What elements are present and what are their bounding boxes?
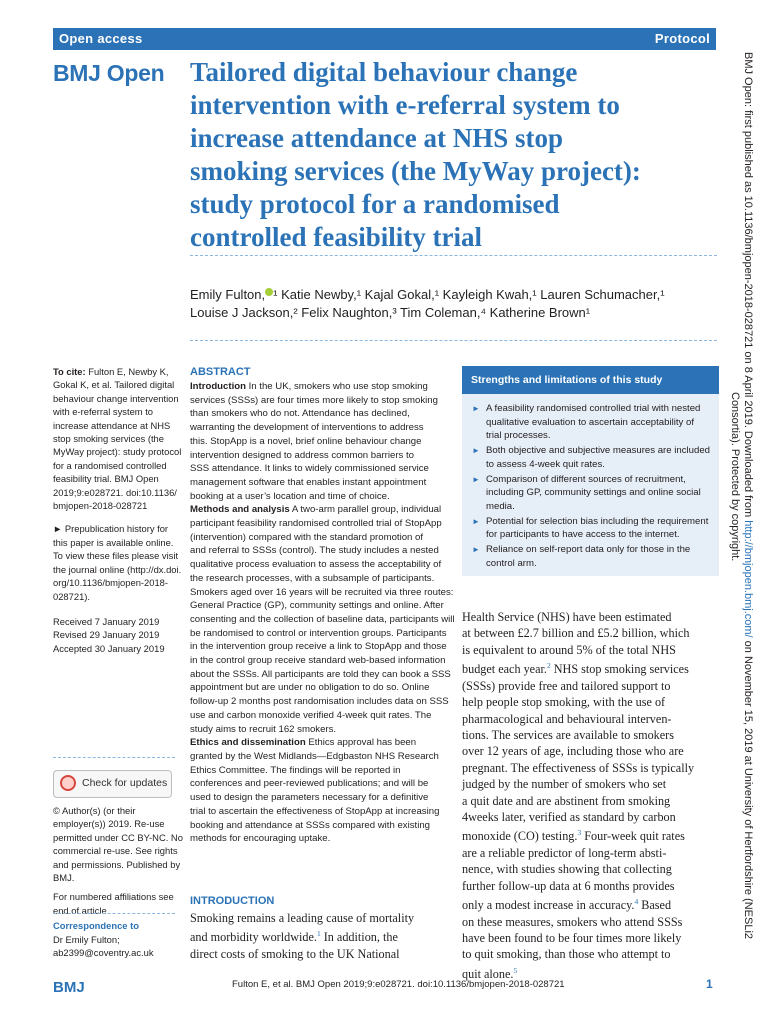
list-item: ► Reliance on self-report data only for those in the control arm. <box>472 544 691 569</box>
cite-line: feasibility trial. BMJ Open <box>53 473 159 485</box>
cite-line: 2019;9:e028721. doi:10.1136/ <box>53 486 177 498</box>
footer-logo: BMJ <box>53 979 85 996</box>
affiliations-note: end of article. <box>53 904 110 916</box>
correspondence-email[interactable]: ab2399@coventry.ac.uk <box>53 947 154 959</box>
orcid-icon[interactable] <box>265 288 273 296</box>
abstract-body: Introduction In the UK, smokers who use stop smoking services (SSSs) are four times more likely to stop smoking than smokers who do not. Attendance has declined, warranting the development of interventions to address this. StopApp is a novel, brief online behaviour change intervention designed to address common barriers to SSS attendance. It links to widely commissioned service management software that enables instant appointment booking at a user’s location and time of choice. Methods and analysis A two-arm parallel group, individual participant feasibility randomised controlled trial of StopApp (intervention) compared with the standard promotion of and referral to SSSs (control). The study includes a nested qualitative process evaluation to assess the acceptability of the research processes, with a subsample of participants. Smokers aged over 16 years will be recruited via three routes: General Practice (GP), community settings and online. After consenting and the collection of baseline data, participants will be randomised to control or intervention groups. Participants in the intervention group receive a link to StopApp and those in the control group receive standard web-based information about the SSSs. All participants are told they can book a SSS appointment but are under no obligation to do so. Online follow-up 2 months post randomisation includes data on SSS use and carbon monoxide verified 4-week quit rates. The study aims to recruit 162 smokers. Ethics and dissemination Ethics approval has been granted by the West Midlands—Edgbaston NHS Research Ethics Committee. The findings will be reported in conferences and peer-reviewed publications; and will be used to design the parameters necessary for a definitive trial to ascertain the effectiveness of StopApp at increasing booking and attendance at SSSs compared with existing methods for encouraging uptake. <box>190 381 455 845</box>
divider <box>53 757 175 758</box>
list-item: ► A feasibility randomised controlled trial with nested qualitative evaluation to ascertain acceptability of trial processes. <box>472 403 701 442</box>
open-access-label: Open access <box>59 31 143 46</box>
body-text-right-column: Health Service (NHS) have been estimated at between £2.7 billion and £5.2 billion, which is equivalent to around 5% of the total NHS budget each year.$^2$ NHS stop smoking services (SSSs) provide free and tailored support to help people stop smoking, with the use of pharmacological and behavioural interven- tions. The services are available to smokers over 12 years of age, including those who are pregnant. The effectiveness of SSSs is typically judged by the number of smokers who set a quit date and are abstinent from smoking 4weeks later, verified as standard by carbon monoxide (CO) testing.$^3$ Four-week quit rates are a reliable predictor of long-term absti- nence, with studies showing that collecting further follow-up data at 6 months provides only a modest increase in accuracy.$^4$ Based on these measures, smokers who attend SSSs have been found to be four times more likely to quit smoking, than those who attempt to quit alone.$^5$ <box>462 610 695 981</box>
list-item: ► Both objective and subjective measures are included to assess 4-week quit rates. <box>472 445 710 470</box>
title-line: intervention with e-referral system to <box>190 90 620 120</box>
title-line: increase attendance at NHS stop <box>190 123 563 153</box>
triangle-bullet-icon: ► <box>472 404 480 413</box>
article-title <box>190 56 720 254</box>
page-number: 1 <box>706 977 713 991</box>
cite-line: To cite: Fulton E, Newby K, <box>53 366 169 377</box>
check-for-updates-button[interactable]: Check for updates <box>53 770 172 798</box>
header-bar <box>53 28 716 50</box>
cite-line: MyWay project): study protocol <box>53 446 182 458</box>
title-line: smoking services (the MyWay project): <box>190 156 641 186</box>
reference-link[interactable]: 4 <box>634 897 639 907</box>
cite-line: behaviour change intervention <box>53 392 179 404</box>
triangle-bullet-icon: ► <box>472 446 480 456</box>
cite-line: stop smoking services (the <box>53 433 164 445</box>
reference-link[interactable]: 3 <box>577 828 582 838</box>
triangle-bullet-icon: ► <box>472 545 480 555</box>
title-line: controlled feasibility trial <box>190 222 482 252</box>
strengths-list <box>470 402 715 571</box>
triangle-bullet-icon: ► <box>472 516 480 526</box>
introduction-heading: INTRODUCTION <box>190 895 275 907</box>
reference-link[interactable]: 5 <box>513 965 518 975</box>
cite-line: bmjopen-2018-028721 <box>53 500 148 512</box>
cite-line: Gokal K, et al. Tailored digital <box>53 379 175 391</box>
introduction-body: Smoking remains a leading cause of mortality and morbidity worldwide.$^1$ In addition, the direct costs of smoking to the UK National <box>190 911 415 961</box>
correspondence-details: Dr Emily Fulton; ab2399@coventry.ac.uk <box>53 934 154 959</box>
correspondence-title: Correspondence to <box>53 920 139 931</box>
author-list <box>190 286 725 322</box>
journal-url-link[interactable]: http://bmjopen.bmj.com/ <box>742 520 754 638</box>
reference-link[interactable]: 1 <box>316 929 321 939</box>
cite-line: increase attendance at NHS <box>53 419 171 431</box>
reference-link[interactable]: 2 <box>546 661 551 671</box>
author-line: Emily Fulton, ¹ Katie Newby,¹ Kajal Gokal,¹ Kayleigh Kwah,¹ Lauren Schumacher,¹ <box>190 287 665 302</box>
divider <box>53 913 175 914</box>
divider <box>190 340 717 341</box>
citation-sidebar <box>53 365 182 655</box>
affiliations-note: For numbered affiliations see <box>53 891 174 903</box>
vertical-download-note: BMJ Open: first published as 10.1136/bmjopen-2018-028721 on 8 April 2019. Downloaded from http://bmjopen.bmj.com/ on November 15, 2019 at University of Hertfordshire (NESLi2 Consortia). Protected by copyright. <box>729 52 754 940</box>
divider <box>190 255 717 256</box>
journal-logo: BMJ Open <box>53 60 165 86</box>
footer-citation: Fulton E, et al. BMJ Open 2019;9:e028721. doi:10.1136/bmjopen-2018-028721 <box>232 979 565 990</box>
title-line: study protocol for a randomised <box>190 189 560 219</box>
title-line: Tailored digital behaviour change <box>190 57 578 87</box>
prepublication-note[interactable]: ► Prepublication history for this paper is available online. To view these files please visit the journal online (http://dx.doi. org/10.1136/bmjopen-2018- 028721). <box>53 523 182 602</box>
list-item: ► Comparison of different sources of recruitment, including GP, community settings and online social media. <box>472 473 701 512</box>
box-header: Strengths and limitations of this study <box>462 366 719 394</box>
check-updates-icon <box>60 775 76 791</box>
cite-line: for a randomised controlled <box>53 459 167 471</box>
copyright-note: © Author(s) (or their employer(s)) 2019. Re-use permitted under CC BY-NC. No commercial re-use. See rights and permissions. Published by BMJ. For numbered affiliations see end of article. <box>53 805 183 916</box>
abstract-heading: ABSTRACT <box>190 366 251 378</box>
strengths-limitations-box <box>462 366 719 576</box>
article-dates: Received 7 January 2019 Revised 29 January 2019 Accepted 30 January 2019 <box>53 615 165 654</box>
triangle-bullet-icon: ► <box>472 474 480 484</box>
list-item: ► Potential for selection bias including the requirement for participants to have access to the internet. <box>472 515 709 541</box>
cite-line: with e-referral system to <box>53 406 154 418</box>
article-type-label: Protocol <box>654 31 710 46</box>
author-line: Louise J Jackson,² Felix Naughton,³ Tim Coleman,⁴ Katherine Brown¹ <box>190 305 591 320</box>
